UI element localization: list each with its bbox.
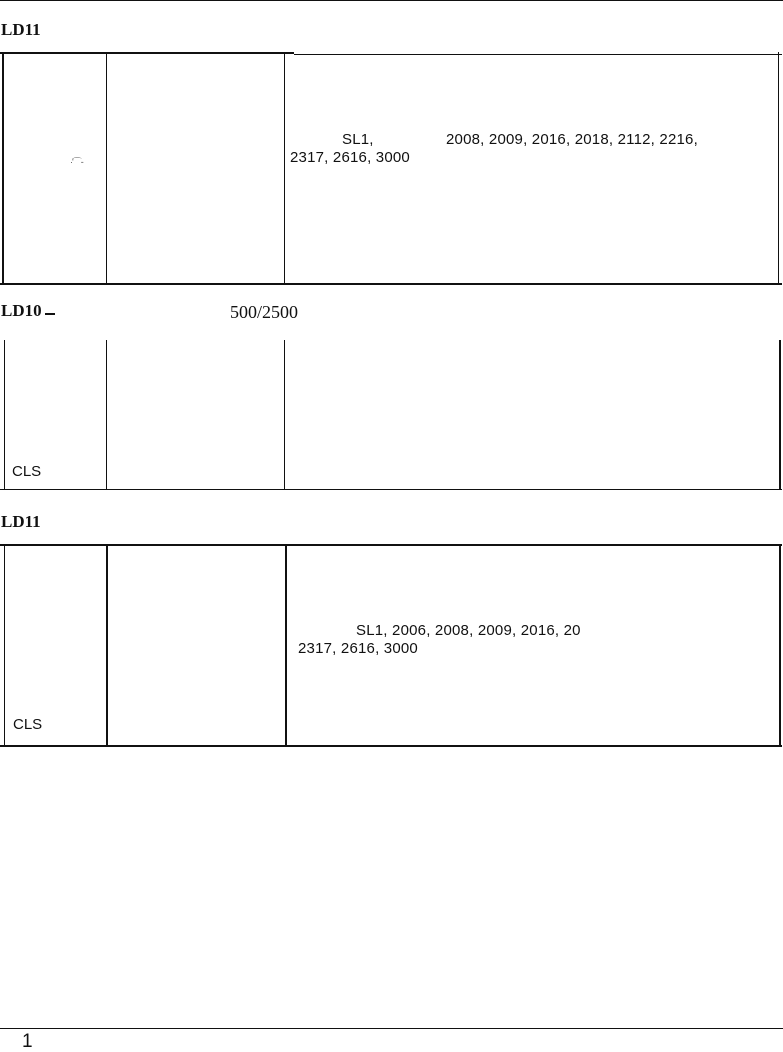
section2-col-border-left	[4, 340, 5, 490]
section3-col-border-left	[4, 544, 5, 747]
section2-heading-text: LD10	[1, 301, 42, 320]
section1-col-border-left	[2, 52, 4, 285]
top-rule	[0, 0, 783, 1]
footer-rule	[0, 1028, 783, 1029]
section3-line1: SL1, 2006, 2008, 2009, 2016, 20	[356, 622, 581, 639]
section3-col-border-1	[106, 544, 108, 747]
section1-col-border-right	[778, 52, 779, 285]
section3-heading	[1, 512, 41, 532]
section2-col-border-right	[779, 340, 781, 490]
section3-table-top-border	[0, 544, 782, 546]
section2-col-border-2	[284, 340, 285, 490]
section3-col-border-2	[285, 544, 287, 747]
section1-line1-a: SL1,	[342, 131, 374, 148]
section3-table	[0, 544, 782, 747]
section2-col-border-1	[106, 340, 107, 490]
page-number: 1	[22, 1031, 33, 1052]
section1-line2: 2317, 2616, 3000	[290, 149, 410, 166]
section3-table-bottom-border	[0, 745, 782, 747]
section1-table-top-border-right	[294, 54, 782, 55]
section1-table-top-border	[0, 52, 294, 54]
section2-cls-label: CLS	[12, 463, 42, 480]
section1-col-border-1	[106, 52, 107, 285]
section2-heading-dash	[45, 313, 55, 315]
section2-table	[0, 340, 782, 490]
section1-scan-mark: ·'⌒-	[70, 157, 83, 167]
section3-line2: 2317, 2616, 3000	[298, 640, 418, 657]
section2-heading	[1, 301, 55, 321]
section3-heading-text: LD11	[1, 512, 41, 531]
section1-col-border-2	[284, 52, 285, 285]
section1-table	[0, 52, 782, 285]
section2-table-bottom-border	[0, 489, 782, 490]
section1-heading-text: LD11	[1, 20, 41, 39]
section3-cls-label: CLS	[13, 716, 43, 733]
section2-subtitle: 500/2500	[230, 302, 299, 322]
section1-heading	[1, 20, 41, 40]
section1-table-bottom-border	[0, 283, 782, 285]
section1-line1-b: 2008, 2009, 2016, 2018, 2112, 2216,	[446, 131, 698, 148]
section3-col-border-right	[779, 544, 781, 747]
